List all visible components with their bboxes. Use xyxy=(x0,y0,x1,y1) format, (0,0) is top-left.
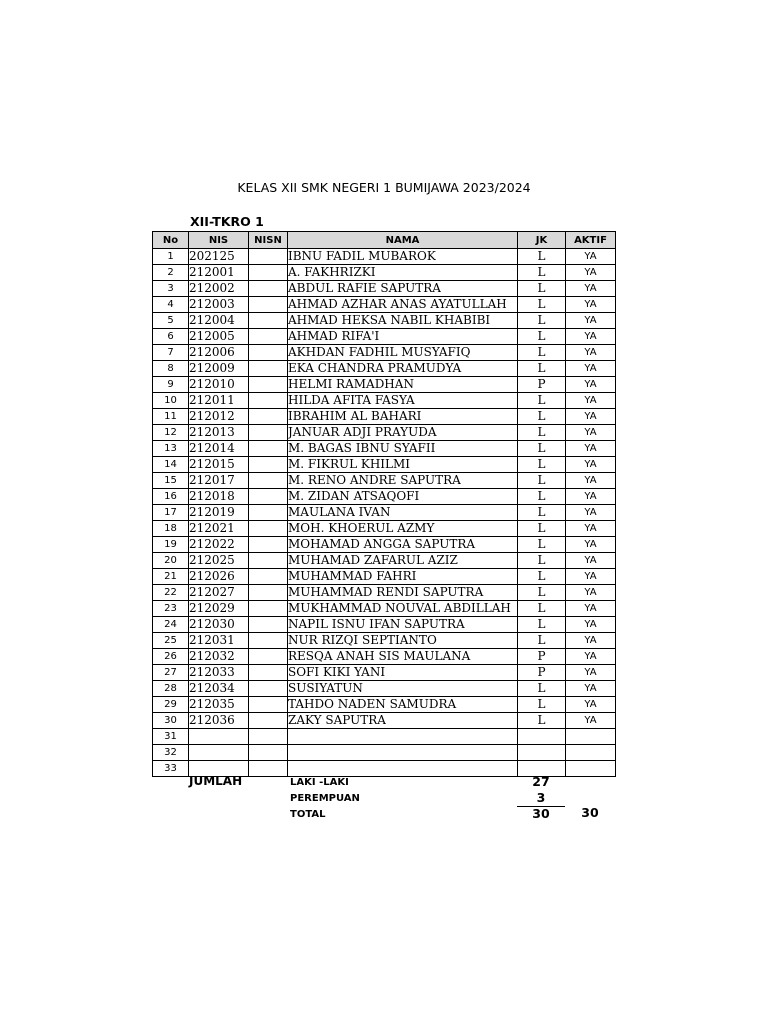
cell-nisn xyxy=(249,361,288,377)
document-title: KELAS XII SMK NEGERI 1 BUMIJAWA 2023/2024 xyxy=(237,180,531,195)
cell-jk: L xyxy=(518,281,566,297)
cell-aktif: YA xyxy=(566,377,616,393)
cell-nisn xyxy=(249,425,288,441)
cell-nisn xyxy=(249,297,288,313)
header-no: No xyxy=(153,232,189,249)
cell-aktif: YA xyxy=(566,345,616,361)
class-name: XII-TKRO 1 xyxy=(190,214,264,229)
summary-total-value: 30 xyxy=(532,806,550,821)
header-nis: NIS xyxy=(189,232,249,249)
cell-nis: 212005 xyxy=(189,329,249,345)
cell-nama: ABDUL RAFIE SAPUTRA xyxy=(288,281,518,297)
table-row xyxy=(153,265,616,281)
cell-aktif: YA xyxy=(566,409,616,425)
cell-nis: 212011 xyxy=(189,393,249,409)
cell-nisn xyxy=(249,761,288,777)
table-row xyxy=(153,329,616,345)
table-row xyxy=(153,633,616,649)
summary-laki-label: LAKI -LAKI xyxy=(290,777,349,788)
cell-jk: P xyxy=(518,649,566,665)
cell-nisn xyxy=(249,249,288,265)
cell-nama: SOFI KIKI YANI xyxy=(288,665,518,681)
cell-nama: AHMAD HEKSA NABIL KHABIBI xyxy=(288,313,518,329)
table-row xyxy=(153,505,616,521)
cell-nis: 212025 xyxy=(189,553,249,569)
cell-jk: L xyxy=(518,569,566,585)
cell-jk: L xyxy=(518,265,566,281)
cell-no: 23 xyxy=(153,601,189,617)
cell-aktif: YA xyxy=(566,361,616,377)
table-row xyxy=(153,697,616,713)
cell-nama: AKHDAN FADHIL MUSYAFIQ xyxy=(288,345,518,361)
table-row xyxy=(153,713,616,729)
cell-aktif: YA xyxy=(566,601,616,617)
cell-nis: 212036 xyxy=(189,713,249,729)
cell-nisn xyxy=(249,569,288,585)
cell-no: 13 xyxy=(153,441,189,457)
cell-jk: L xyxy=(518,489,566,505)
cell-nisn xyxy=(249,745,288,761)
cell-aktif xyxy=(566,761,616,777)
cell-nisn xyxy=(249,441,288,457)
cell-no: 22 xyxy=(153,585,189,601)
cell-jk: L xyxy=(518,457,566,473)
cell-no: 4 xyxy=(153,297,189,313)
cell-nis: 212032 xyxy=(189,649,249,665)
cell-nis: 212002 xyxy=(189,281,249,297)
cell-jk xyxy=(518,729,566,745)
cell-nisn xyxy=(249,505,288,521)
cell-nisn xyxy=(249,489,288,505)
cell-jk: L xyxy=(518,617,566,633)
cell-nama: SUSIYATUN xyxy=(288,681,518,697)
cell-nis: 202125 xyxy=(189,249,249,265)
cell-nisn xyxy=(249,729,288,745)
table-row xyxy=(153,553,616,569)
cell-nis: 212018 xyxy=(189,489,249,505)
cell-nis: 212015 xyxy=(189,457,249,473)
cell-aktif: YA xyxy=(566,425,616,441)
cell-nis: 212009 xyxy=(189,361,249,377)
cell-nisn xyxy=(249,473,288,489)
table-row xyxy=(153,361,616,377)
cell-aktif: YA xyxy=(566,697,616,713)
cell-nisn xyxy=(249,345,288,361)
table-row xyxy=(153,521,616,537)
cell-nis: 212035 xyxy=(189,697,249,713)
table-row xyxy=(153,617,616,633)
cell-nama: HILDA AFITA FASYA xyxy=(288,393,518,409)
cell-aktif: YA xyxy=(566,537,616,553)
cell-aktif: YA xyxy=(566,521,616,537)
cell-nisn xyxy=(249,377,288,393)
cell-nama: MOH. KHOERUL AZMY xyxy=(288,521,518,537)
cell-nama: ZAKY SAPUTRA xyxy=(288,713,518,729)
cell-nisn xyxy=(249,585,288,601)
cell-nis: 212013 xyxy=(189,425,249,441)
cell-nis xyxy=(189,729,249,745)
cell-nis: 212017 xyxy=(189,473,249,489)
cell-jk: L xyxy=(518,249,566,265)
table-row xyxy=(153,377,616,393)
cell-no: 27 xyxy=(153,665,189,681)
cell-nis: 212021 xyxy=(189,521,249,537)
cell-nama: MOHAMAD ANGGA SAPUTRA xyxy=(288,537,518,553)
table-row xyxy=(153,729,616,745)
cell-no: 15 xyxy=(153,473,189,489)
cell-nisn xyxy=(249,329,288,345)
cell-aktif: YA xyxy=(566,297,616,313)
cell-no: 26 xyxy=(153,649,189,665)
cell-nama: M. RENO ANDRE SAPUTRA xyxy=(288,473,518,489)
cell-jk: L xyxy=(518,345,566,361)
cell-jk: L xyxy=(518,473,566,489)
table-row xyxy=(153,569,616,585)
cell-nama: IBRAHIM AL BAHARI xyxy=(288,409,518,425)
table-row xyxy=(153,313,616,329)
cell-aktif: YA xyxy=(566,713,616,729)
cell-nis: 212029 xyxy=(189,601,249,617)
table-row xyxy=(153,649,616,665)
table-row xyxy=(153,585,616,601)
cell-nis: 212030 xyxy=(189,617,249,633)
cell-nisn xyxy=(249,681,288,697)
cell-nis: 212034 xyxy=(189,681,249,697)
cell-nisn xyxy=(249,601,288,617)
cell-jk: L xyxy=(518,601,566,617)
table-row xyxy=(153,665,616,681)
cell-aktif: YA xyxy=(566,249,616,265)
header-nama: NAMA xyxy=(288,232,518,249)
cell-nis: 212014 xyxy=(189,441,249,457)
table-row xyxy=(153,409,616,425)
cell-no: 10 xyxy=(153,393,189,409)
cell-nisn xyxy=(249,633,288,649)
cell-nis: 212019 xyxy=(189,505,249,521)
cell-nisn xyxy=(249,537,288,553)
cell-no: 3 xyxy=(153,281,189,297)
cell-aktif xyxy=(566,729,616,745)
cell-nisn xyxy=(249,457,288,473)
cell-no: 19 xyxy=(153,537,189,553)
cell-jk: L xyxy=(518,441,566,457)
cell-no: 25 xyxy=(153,633,189,649)
cell-nama: RESQA ANAH SIS MAULANA xyxy=(288,649,518,665)
table-row xyxy=(153,249,616,265)
cell-nisn xyxy=(249,393,288,409)
cell-nis: 212004 xyxy=(189,313,249,329)
cell-nama: AHMAD AZHAR ANAS AYATULLAH xyxy=(288,297,518,313)
table-row xyxy=(153,745,616,761)
cell-aktif: YA xyxy=(566,505,616,521)
cell-aktif: YA xyxy=(566,473,616,489)
cell-no: 29 xyxy=(153,697,189,713)
cell-jk: L xyxy=(518,361,566,377)
table-header-row xyxy=(153,232,616,249)
table-row xyxy=(153,473,616,489)
cell-nama: MAULANA IVAN xyxy=(288,505,518,521)
cell-nama: HELMI RAMADHAN xyxy=(288,377,518,393)
cell-nis: 212033 xyxy=(189,665,249,681)
cell-jk: L xyxy=(518,393,566,409)
cell-nis: 212006 xyxy=(189,345,249,361)
cell-no: 18 xyxy=(153,521,189,537)
cell-nis: 212003 xyxy=(189,297,249,313)
cell-nama xyxy=(288,729,518,745)
cell-nis xyxy=(189,745,249,761)
header-jk: JK xyxy=(518,232,566,249)
cell-nama: JANUAR ADJI PRAYUDA xyxy=(288,425,518,441)
cell-no: 30 xyxy=(153,713,189,729)
table-row xyxy=(153,681,616,697)
cell-nama: M. FIKRUL KHILMI xyxy=(288,457,518,473)
cell-nama xyxy=(288,745,518,761)
cell-no: 16 xyxy=(153,489,189,505)
cell-jk: L xyxy=(518,297,566,313)
table-row xyxy=(153,425,616,441)
cell-no: 33 xyxy=(153,761,189,777)
cell-aktif xyxy=(566,745,616,761)
table-row xyxy=(153,393,616,409)
cell-aktif: YA xyxy=(566,617,616,633)
cell-nisn xyxy=(249,265,288,281)
cell-jk: L xyxy=(518,537,566,553)
cell-aktif: YA xyxy=(566,457,616,473)
cell-nisn xyxy=(249,649,288,665)
cell-jk: L xyxy=(518,313,566,329)
cell-no: 8 xyxy=(153,361,189,377)
cell-aktif: YA xyxy=(566,329,616,345)
cell-nama: MUKHAMMAD NOUVAL ABDILLAH xyxy=(288,601,518,617)
cell-no: 5 xyxy=(153,313,189,329)
cell-nisn xyxy=(249,313,288,329)
cell-jk: L xyxy=(518,329,566,345)
summary-perempuan-label: PEREMPUAN xyxy=(290,793,360,804)
cell-nisn xyxy=(249,713,288,729)
cell-nama: AHMAD RIFA'I xyxy=(288,329,518,345)
summary-total-label: TOTAL xyxy=(290,809,326,820)
cell-aktif: YA xyxy=(566,649,616,665)
cell-aktif: YA xyxy=(566,665,616,681)
cell-nama: MUHAMMAD RENDI SAPUTRA xyxy=(288,585,518,601)
cell-jk: L xyxy=(518,713,566,729)
cell-jk: L xyxy=(518,697,566,713)
cell-no: 1 xyxy=(153,249,189,265)
cell-nama xyxy=(288,761,518,777)
table-row xyxy=(153,441,616,457)
cell-aktif: YA xyxy=(566,281,616,297)
cell-jk: P xyxy=(518,665,566,681)
cell-aktif: YA xyxy=(566,313,616,329)
cell-no: 31 xyxy=(153,729,189,745)
cell-nama: NAPIL ISNU IFAN SAPUTRA xyxy=(288,617,518,633)
table-row xyxy=(153,489,616,505)
cell-nama: EKA CHANDRA PRAMUDYA xyxy=(288,361,518,377)
summary-title: JUMLAH xyxy=(189,774,243,788)
cell-nisn xyxy=(249,553,288,569)
cell-nama: M. ZIDAN ATSAQOFI xyxy=(288,489,518,505)
table-row xyxy=(153,345,616,361)
cell-nama: MUHAMAD ZAFARUL AZIZ xyxy=(288,553,518,569)
cell-aktif: YA xyxy=(566,441,616,457)
header-nisn: NISN xyxy=(249,232,288,249)
table-row xyxy=(153,457,616,473)
cell-nis: 212031 xyxy=(189,633,249,649)
header-aktif: AKTIF xyxy=(566,232,616,249)
cell-nis: 212001 xyxy=(189,265,249,281)
cell-no: 6 xyxy=(153,329,189,345)
cell-aktif: YA xyxy=(566,681,616,697)
cell-aktif: YA xyxy=(566,569,616,585)
cell-nis: 212012 xyxy=(189,409,249,425)
cell-aktif: YA xyxy=(566,553,616,569)
cell-nama: A. FAKHRIZKI xyxy=(288,265,518,281)
cell-no: 24 xyxy=(153,617,189,633)
cell-nisn xyxy=(249,697,288,713)
cell-no: 9 xyxy=(153,377,189,393)
cell-no: 20 xyxy=(153,553,189,569)
cell-no: 2 xyxy=(153,265,189,281)
cell-no: 21 xyxy=(153,569,189,585)
cell-aktif: YA xyxy=(566,633,616,649)
cell-nisn xyxy=(249,617,288,633)
cell-nisn xyxy=(249,665,288,681)
cell-nis: 212022 xyxy=(189,537,249,553)
cell-nama: IBNU FADIL MUBAROK xyxy=(288,249,518,265)
table-row xyxy=(153,601,616,617)
cell-nisn xyxy=(249,409,288,425)
table-row xyxy=(153,297,616,313)
cell-aktif: YA xyxy=(566,585,616,601)
cell-nis: 212026 xyxy=(189,569,249,585)
cell-jk: L xyxy=(518,553,566,569)
summary-laki-value: 27 xyxy=(532,774,550,789)
cell-no: 11 xyxy=(153,409,189,425)
cell-jk xyxy=(518,745,566,761)
cell-nisn xyxy=(249,521,288,537)
cell-nisn xyxy=(249,281,288,297)
cell-nama: M. BAGAS IBNU SYAFII xyxy=(288,441,518,457)
table-body xyxy=(153,249,616,777)
table-row xyxy=(153,281,616,297)
cell-no: 28 xyxy=(153,681,189,697)
cell-no: 12 xyxy=(153,425,189,441)
cell-jk: L xyxy=(518,681,566,697)
cell-jk: L xyxy=(518,505,566,521)
cell-jk: L xyxy=(518,425,566,441)
student-table xyxy=(152,231,616,777)
cell-no: 14 xyxy=(153,457,189,473)
cell-nis: 212027 xyxy=(189,585,249,601)
cell-jk: L xyxy=(518,633,566,649)
cell-nama: MUHAMMAD FAHRI xyxy=(288,569,518,585)
cell-aktif: YA xyxy=(566,265,616,281)
cell-aktif: YA xyxy=(566,489,616,505)
cell-jk: L xyxy=(518,409,566,425)
summary-total-aktif: 30 xyxy=(581,805,599,820)
cell-jk: L xyxy=(518,521,566,537)
table-row xyxy=(153,537,616,553)
cell-jk: P xyxy=(518,377,566,393)
summary-perempuan-value: 3 xyxy=(536,790,546,805)
cell-aktif: YA xyxy=(566,393,616,409)
cell-nama: TAHDO NADEN SAMUDRA xyxy=(288,697,518,713)
cell-no: 32 xyxy=(153,745,189,761)
cell-nama: NUR RIZQI SEPTIANTO xyxy=(288,633,518,649)
cell-no: 7 xyxy=(153,345,189,361)
cell-no: 17 xyxy=(153,505,189,521)
cell-jk: L xyxy=(518,585,566,601)
cell-nis: 212010 xyxy=(189,377,249,393)
